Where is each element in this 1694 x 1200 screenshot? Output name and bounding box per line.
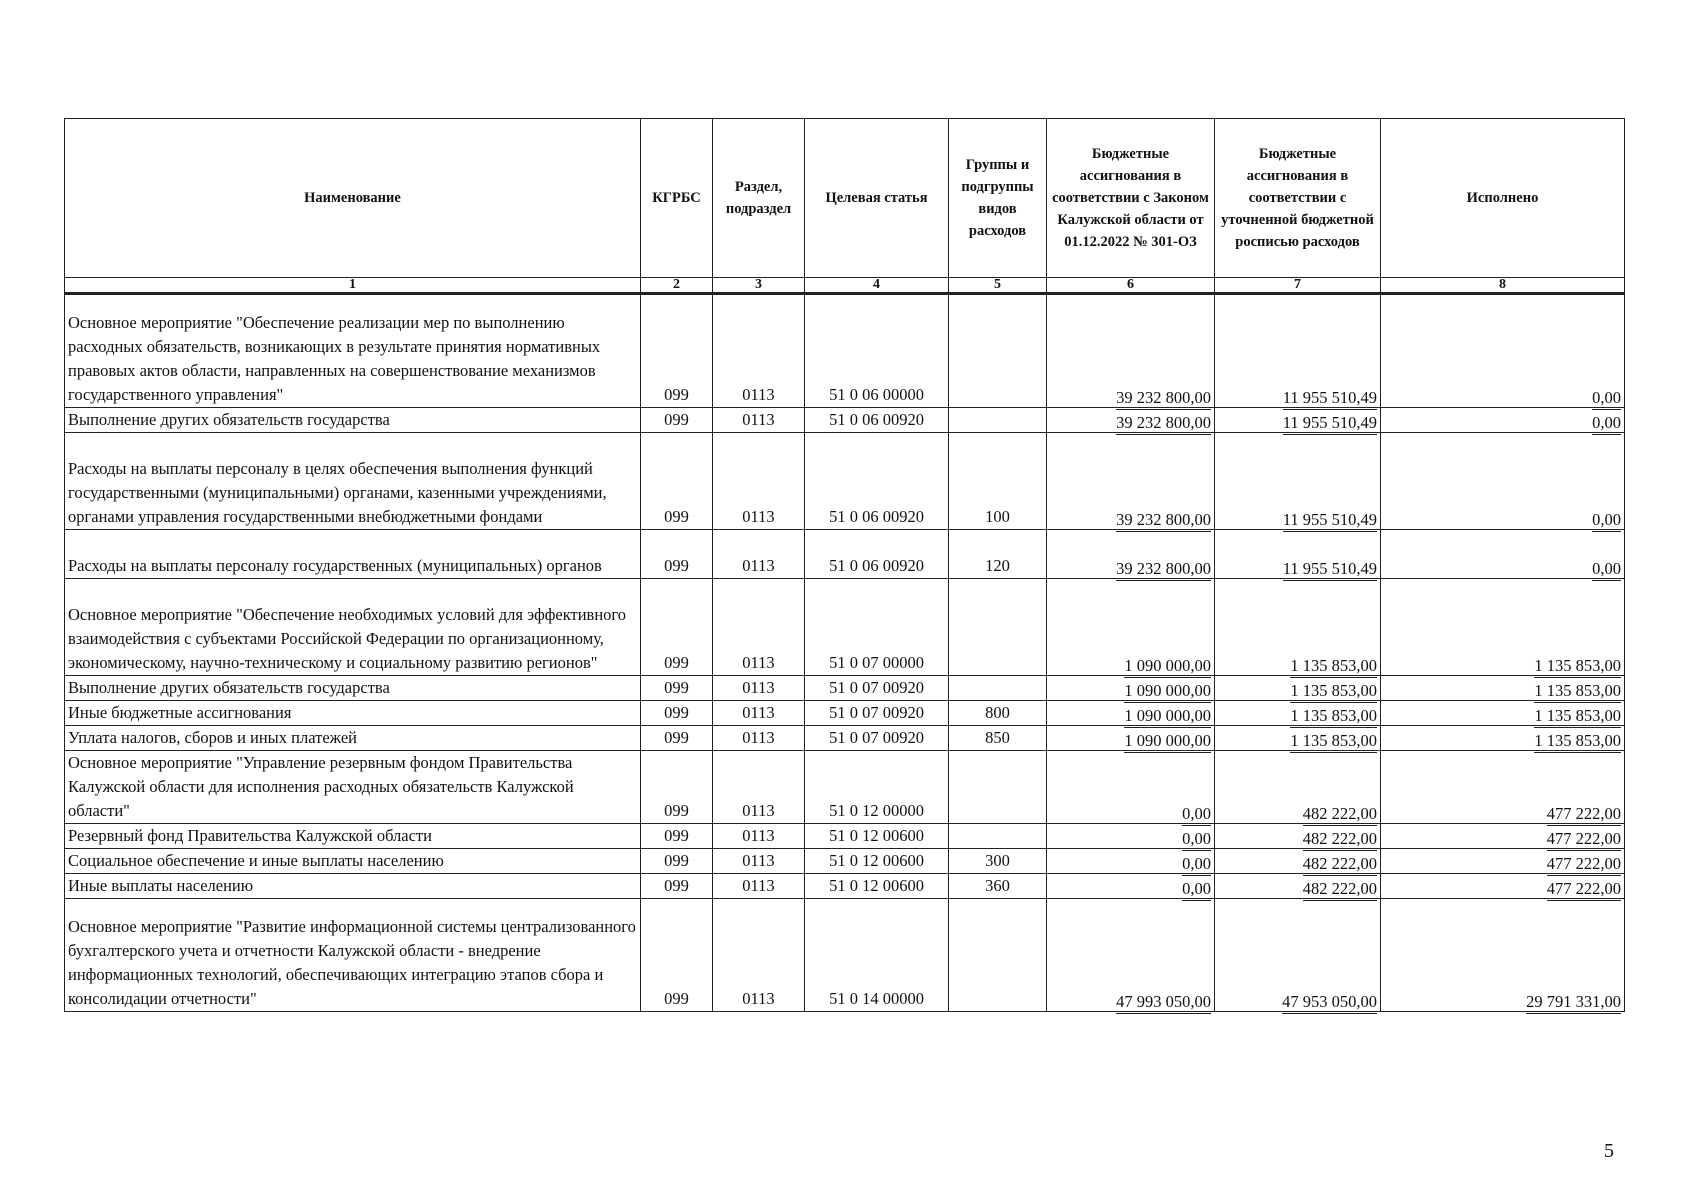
row-rospis: 11 955 510,49: [1283, 412, 1377, 435]
column-number: 7: [1215, 278, 1381, 294]
row-ispolneno: 1 135 853,00: [1534, 705, 1621, 728]
table-row: [65, 579, 1625, 676]
row-ispolneno: 1 135 853,00: [1534, 655, 1621, 678]
row-rospis-cell: [1215, 676, 1381, 701]
row-celevaya: 51 0 07 00920: [805, 701, 949, 726]
row-ispolneno-cell: [1381, 751, 1625, 824]
row-razdel: 0113: [713, 294, 805, 408]
row-zakon: 1 090 000,00: [1124, 655, 1211, 678]
row-kgrbs: 099: [641, 824, 713, 849]
column-number: 8: [1381, 278, 1625, 294]
row-zakon-cell: [1047, 726, 1215, 751]
row-rospis: 11 955 510,49: [1283, 387, 1377, 410]
column-number-row: [65, 278, 1625, 294]
row-zakon-cell: [1047, 751, 1215, 824]
row-zakon: 0,00: [1182, 878, 1211, 901]
row-razdel: 0113: [713, 530, 805, 579]
row-kgrbs: 099: [641, 899, 713, 1012]
row-vid: 100: [949, 433, 1047, 530]
row-celevaya: 51 0 12 00000: [805, 751, 949, 824]
row-razdel: 0113: [713, 701, 805, 726]
row-zakon: 1 090 000,00: [1124, 705, 1211, 728]
row-celevaya: 51 0 06 00920: [805, 530, 949, 579]
row-name: Иные выплаты населению: [65, 874, 641, 899]
row-razdel: 0113: [713, 579, 805, 676]
row-zakon-cell: [1047, 701, 1215, 726]
table-row: [65, 408, 1625, 433]
row-razdel: 0113: [713, 726, 805, 751]
row-zakon-cell: [1047, 530, 1215, 579]
row-rospis-cell: [1215, 726, 1381, 751]
row-rospis: 482 222,00: [1303, 853, 1377, 876]
row-name: Уплата налогов, сборов и иных платежей: [65, 726, 641, 751]
row-ispolneno: 29 791 331,00: [1526, 991, 1621, 1014]
row-name: Основное мероприятие "Управление резервным фондом Правительства Калужской области для исполнения расходных обязательств Калужской области": [65, 751, 641, 824]
row-vid: 850: [949, 726, 1047, 751]
row-kgrbs: 099: [641, 874, 713, 899]
header-rospis: Бюджетные ассигнования в соответствии с уточненной бюджетной росписью расходов: [1215, 119, 1381, 278]
row-name: Выполнение других обязательств государства: [65, 676, 641, 701]
row-rospis: 1 135 853,00: [1290, 705, 1377, 728]
row-ispolneno: 1 135 853,00: [1534, 680, 1621, 703]
table-row: [65, 530, 1625, 579]
header-gruppy-vidov: Группы и подгруппы видов расходов: [949, 119, 1047, 278]
row-vid: [949, 824, 1047, 849]
row-celevaya: 51 0 06 00000: [805, 294, 949, 408]
row-ispolneno-cell: [1381, 408, 1625, 433]
row-ispolneno-cell: [1381, 294, 1625, 408]
table-row: [65, 294, 1625, 408]
header-ispolneno: Исполнено: [1381, 119, 1625, 278]
row-zakon: 0,00: [1182, 853, 1211, 876]
row-kgrbs: 099: [641, 579, 713, 676]
row-rospis: 47 953 050,00: [1282, 991, 1377, 1014]
header-name: Наименование: [65, 119, 641, 278]
row-celevaya: 51 0 07 00000: [805, 579, 949, 676]
row-rospis: 11 955 510,49: [1283, 509, 1377, 532]
row-celevaya: 51 0 07 00920: [805, 676, 949, 701]
row-rospis: 1 135 853,00: [1290, 680, 1377, 703]
row-zakon-cell: [1047, 408, 1215, 433]
row-kgrbs: 099: [641, 849, 713, 874]
row-zakon: 39 232 800,00: [1116, 509, 1211, 532]
row-rospis-cell: [1215, 824, 1381, 849]
row-ispolneno-cell: [1381, 579, 1625, 676]
row-ispolneno-cell: [1381, 849, 1625, 874]
row-vid: [949, 751, 1047, 824]
row-name: Расходы на выплаты персоналу в целях обеспечения выполнения функций государственными (муниципальными) органами, казенными учреждениями, органами управления государственными внебюджетными фондами: [65, 433, 641, 530]
row-ispolneno: 477 222,00: [1547, 878, 1621, 901]
row-ispolneno-cell: [1381, 433, 1625, 530]
row-ispolneno: 477 222,00: [1547, 853, 1621, 876]
row-celevaya: 51 0 12 00600: [805, 824, 949, 849]
row-vid: 300: [949, 849, 1047, 874]
row-ispolneno-cell: [1381, 676, 1625, 701]
row-kgrbs: 099: [641, 408, 713, 433]
row-name: Основное мероприятие "Обеспечение реализации мер по выполнению расходных обязательств, возникающих в результате принятия нормативных правовых актов области, направленных на совершенствование механизмов государственного управления": [65, 294, 641, 408]
row-razdel: 0113: [713, 751, 805, 824]
row-zakon: 0,00: [1182, 828, 1211, 851]
row-rospis: 11 955 510,49: [1283, 558, 1377, 581]
row-celevaya: 51 0 06 00920: [805, 408, 949, 433]
row-vid: [949, 408, 1047, 433]
column-number: 5: [949, 278, 1047, 294]
row-razdel: 0113: [713, 849, 805, 874]
header-zakon: Бюджетные ассигнования в соответствии с Законом Калужской области от 01.12.2022 № 301-ОЗ: [1047, 119, 1215, 278]
row-razdel: 0113: [713, 433, 805, 530]
row-ispolneno: 477 222,00: [1547, 828, 1621, 851]
row-zakon: 39 232 800,00: [1116, 412, 1211, 435]
row-rospis: 1 135 853,00: [1290, 655, 1377, 678]
row-ispolneno-cell: [1381, 726, 1625, 751]
row-kgrbs: 099: [641, 676, 713, 701]
column-number: 4: [805, 278, 949, 294]
row-rospis: 1 135 853,00: [1290, 730, 1377, 753]
row-razdel: 0113: [713, 899, 805, 1012]
row-kgrbs: 099: [641, 530, 713, 579]
table-row: [65, 433, 1625, 530]
row-rospis-cell: [1215, 899, 1381, 1012]
table-row: [65, 899, 1625, 1012]
row-celevaya: 51 0 12 00600: [805, 874, 949, 899]
row-zakon-cell: [1047, 899, 1215, 1012]
table-row: [65, 824, 1625, 849]
row-rospis: 482 222,00: [1303, 803, 1377, 826]
row-vid: [949, 294, 1047, 408]
column-number: 2: [641, 278, 713, 294]
row-zakon-cell: [1047, 433, 1215, 530]
table-row: [65, 874, 1625, 899]
row-kgrbs: 099: [641, 433, 713, 530]
column-number: 1: [65, 278, 641, 294]
row-name: Социальное обеспечение и иные выплаты населению: [65, 849, 641, 874]
row-name: Основное мероприятие "Развитие информационной системы централизованного бухгалтерского учета и отчетности Калужской области - внедрение информационных технологий, обеспечивающих интеграцию этапов сбора и консолидации отчетности": [65, 899, 641, 1012]
row-zakon: 1 090 000,00: [1124, 680, 1211, 703]
row-kgrbs: 099: [641, 294, 713, 408]
row-zakon: 47 993 050,00: [1116, 991, 1211, 1014]
row-kgrbs: 099: [641, 751, 713, 824]
row-ispolneno: 0,00: [1592, 387, 1621, 410]
row-zakon-cell: [1047, 824, 1215, 849]
row-zakon-cell: [1047, 874, 1215, 899]
row-razdel: 0113: [713, 874, 805, 899]
row-celevaya: 51 0 06 00920: [805, 433, 949, 530]
header-celevaya-statya: Целевая статья: [805, 119, 949, 278]
row-ispolneno: 0,00: [1592, 509, 1621, 532]
column-number: 3: [713, 278, 805, 294]
row-name: Иные бюджетные ассигнования: [65, 701, 641, 726]
row-ispolneno: 477 222,00: [1547, 803, 1621, 826]
header-kgrbs: КГРБС: [641, 119, 713, 278]
row-zakon: 1 090 000,00: [1124, 730, 1211, 753]
row-razdel: 0113: [713, 676, 805, 701]
row-vid: 120: [949, 530, 1047, 579]
row-ispolneno: 0,00: [1592, 558, 1621, 581]
row-ispolneno: 1 135 853,00: [1534, 730, 1621, 753]
row-rospis-cell: [1215, 433, 1381, 530]
row-vid: 800: [949, 701, 1047, 726]
row-vid: 360: [949, 874, 1047, 899]
header-razdel: Раздел, подраздел: [713, 119, 805, 278]
row-ispolneno: 0,00: [1592, 412, 1621, 435]
row-rospis: 482 222,00: [1303, 828, 1377, 851]
row-razdel: 0113: [713, 824, 805, 849]
table-row: [65, 751, 1625, 824]
row-vid: [949, 579, 1047, 676]
row-name: Резервный фонд Правительства Калужской области: [65, 824, 641, 849]
row-zakon-cell: [1047, 294, 1215, 408]
row-rospis-cell: [1215, 701, 1381, 726]
row-razdel: 0113: [713, 408, 805, 433]
table-row: [65, 726, 1625, 751]
row-rospis-cell: [1215, 849, 1381, 874]
row-ispolneno-cell: [1381, 701, 1625, 726]
row-rospis-cell: [1215, 874, 1381, 899]
row-name: Расходы на выплаты персоналу государственных (муниципальных) органов: [65, 530, 641, 579]
row-rospis-cell: [1215, 408, 1381, 433]
row-name: Основное мероприятие "Обеспечение необходимых условий для эффективного взаимодействия с субъектами Российской Федерации по организационному, экономическому, научно-техническому и социальному развитию регионов": [65, 579, 641, 676]
row-rospis-cell: [1215, 751, 1381, 824]
table-header-row: [65, 119, 1625, 278]
row-name: Выполнение других обязательств государства: [65, 408, 641, 433]
row-rospis-cell: [1215, 294, 1381, 408]
table-row: [65, 701, 1625, 726]
row-zakon-cell: [1047, 849, 1215, 874]
row-rospis: 482 222,00: [1303, 878, 1377, 901]
row-ispolneno-cell: [1381, 824, 1625, 849]
row-ispolneno-cell: [1381, 530, 1625, 579]
budget-table: [64, 118, 1625, 1012]
row-vid: [949, 676, 1047, 701]
row-ispolneno-cell: [1381, 874, 1625, 899]
row-kgrbs: 099: [641, 701, 713, 726]
row-ispolneno-cell: [1381, 899, 1625, 1012]
row-zakon: 39 232 800,00: [1116, 387, 1211, 410]
row-zakon: 0,00: [1182, 803, 1211, 826]
row-zakon: 39 232 800,00: [1116, 558, 1211, 581]
row-zakon-cell: [1047, 676, 1215, 701]
row-rospis-cell: [1215, 579, 1381, 676]
row-celevaya: 51 0 12 00600: [805, 849, 949, 874]
row-celevaya: 51 0 07 00920: [805, 726, 949, 751]
table-row: [65, 849, 1625, 874]
column-number: 6: [1047, 278, 1215, 294]
row-rospis-cell: [1215, 530, 1381, 579]
row-zakon-cell: [1047, 579, 1215, 676]
table-row: [65, 676, 1625, 701]
page-number: 5: [1604, 1140, 1614, 1162]
row-kgrbs: 099: [641, 726, 713, 751]
row-celevaya: 51 0 14 00000: [805, 899, 949, 1012]
row-vid: [949, 899, 1047, 1012]
